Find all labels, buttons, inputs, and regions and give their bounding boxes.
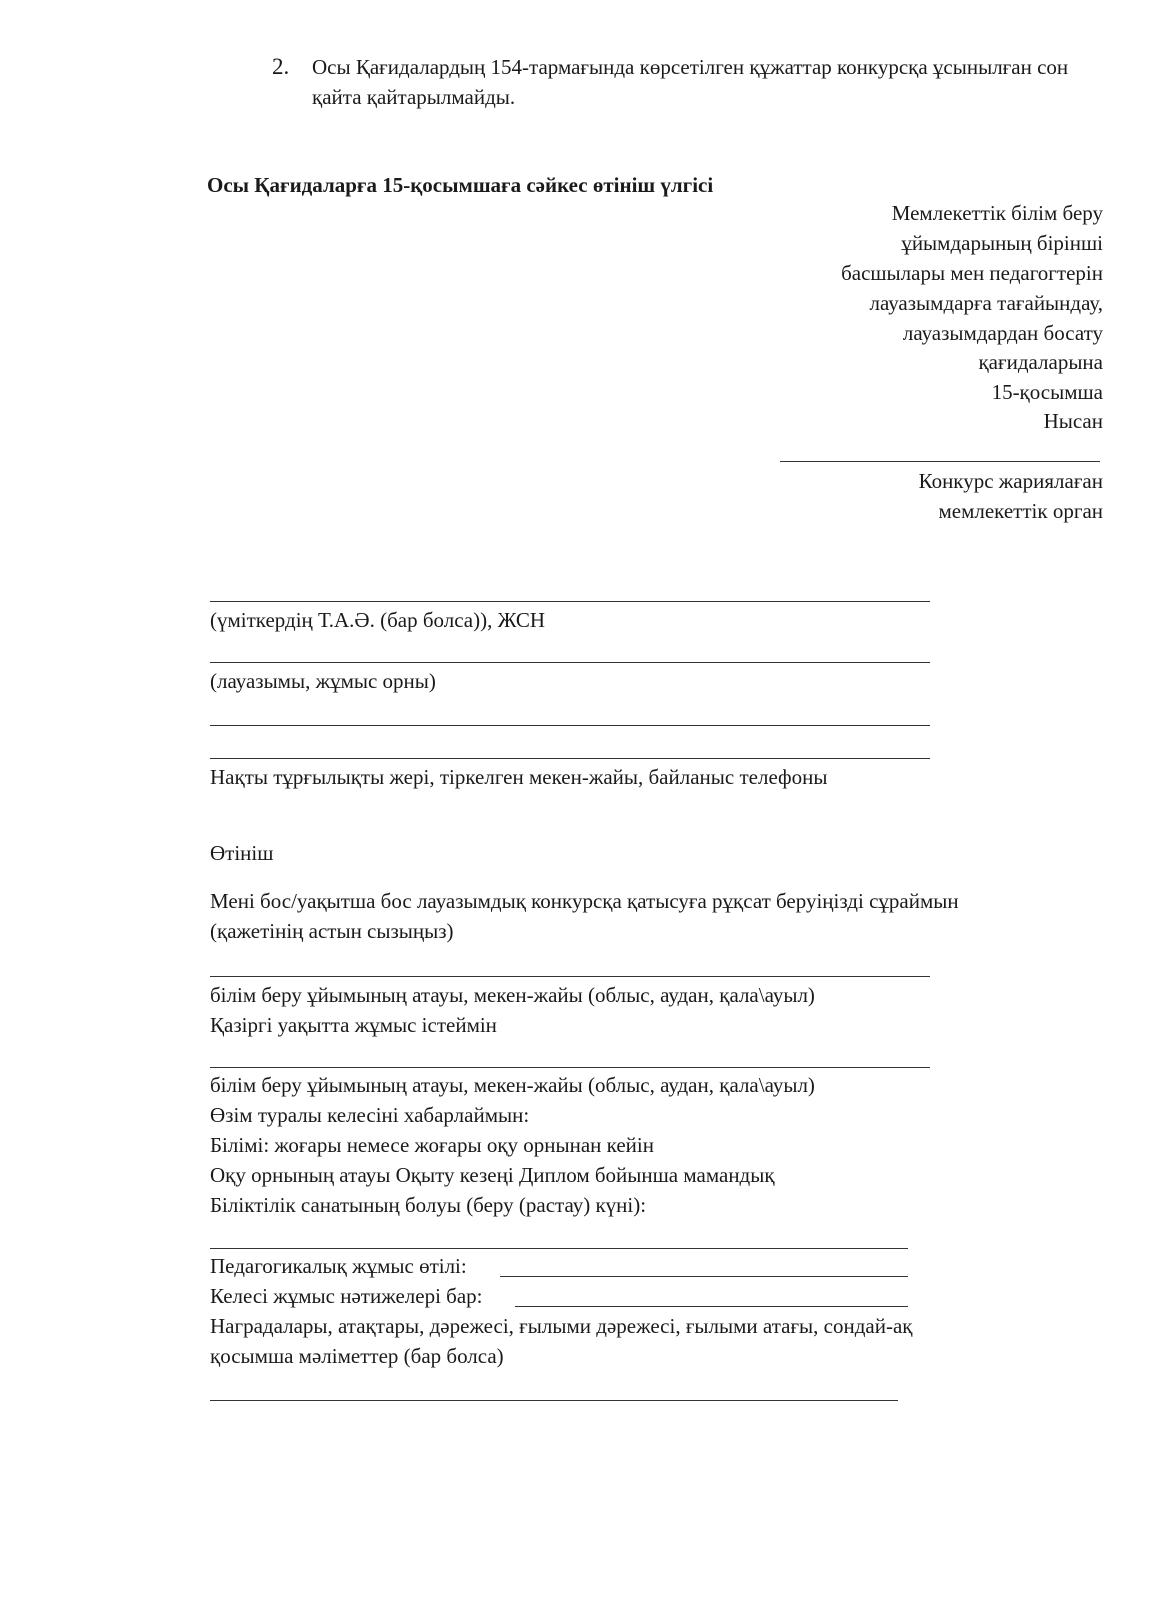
application-title: Өтініш bbox=[210, 841, 274, 865]
awards-line[interactable] bbox=[210, 1400, 898, 1401]
qualification-line[interactable] bbox=[210, 1248, 908, 1249]
item-text: Осы Қағидалардың 154-тармағында көрсетілген құжаттар конкурсқа ұсынылған сон қайта қайтарылмайды. bbox=[312, 55, 1069, 109]
annex-line-1: Мемлекеттік білім беру bbox=[891, 201, 1103, 225]
recipient-line-2: мемлекеттік орган bbox=[938, 499, 1103, 523]
position-label: (лауазымы, жұмыс орны) bbox=[210, 669, 436, 693]
annex-line-6: қағидаларына bbox=[978, 350, 1103, 374]
currently-working: Қазіргі уақытта жұмыс істеймін bbox=[210, 1013, 497, 1037]
address-label: Нақты тұрғылықты жері, тіркелген мекен-жайы, байланыс телефоны bbox=[210, 765, 828, 789]
org-line-1[interactable] bbox=[210, 976, 930, 977]
request-line-1: Мені бос/уақытша бос лауазымдық конкурсқа қатысуға рұқсат беруіңізді сұраймын bbox=[210, 889, 959, 913]
institution: Оқу орнының атауы Оқыту кезеңі Диплом бойынша мамандық bbox=[210, 1163, 775, 1187]
org-label-2: білім беру ұйымының атауы, мекен-жайы (облыс, аудан, қала\ауыл) bbox=[210, 1073, 815, 1097]
annex-line-2: ұйымдарының бірінші bbox=[901, 231, 1103, 255]
annex-line-7: 15-қосымша bbox=[991, 380, 1103, 404]
awards-line-1: Наградалары, атақтары, дәрежесі, ғылыми дәрежесі, ғылыми атағы, сондай-ақ bbox=[210, 1314, 913, 1338]
teaching-experience-label: Педагогикалық жұмыс өтілі: bbox=[210, 1254, 467, 1278]
org-label-1: білім беру ұйымының атауы, мекен-жайы (облыс, аудан, қала\ауыл) bbox=[210, 983, 815, 1007]
qualification: Біліктілік санатының болуы (беру (растау) күні): bbox=[210, 1193, 647, 1217]
recipient-blank-line[interactable] bbox=[780, 461, 1100, 462]
recipient-line-1: Конкурс жариялаған bbox=[918, 469, 1103, 493]
sample-heading: Осы Қағидаларға 15-қосымшаға сәйкес өтініш үлгісі bbox=[207, 173, 714, 197]
request-line-2: (қажетінің астын сызыңыз) bbox=[210, 919, 454, 943]
annex-line-3: басшылары мен педагогтерін bbox=[841, 261, 1103, 285]
candidate-name-line[interactable] bbox=[210, 601, 930, 602]
about-self: Өзім туралы келесіні хабарлаймын: bbox=[210, 1103, 530, 1127]
results-label: Келесі жұмыс нәтижелері бар: bbox=[210, 1284, 483, 1308]
annex-line-5: лауазымдардан босату bbox=[902, 321, 1103, 345]
item-number: 2. bbox=[272, 54, 290, 79]
address-line-2[interactable] bbox=[210, 758, 930, 759]
form-label: Нысан bbox=[1043, 409, 1103, 433]
results-line[interactable] bbox=[515, 1306, 908, 1307]
teaching-experience-line[interactable] bbox=[500, 1276, 908, 1277]
address-line-1[interactable] bbox=[210, 725, 930, 726]
awards-line-2: қосымша мәліметтер (бар болса) bbox=[210, 1344, 504, 1368]
candidate-name-label: (үміткердің Т.А.Ә. (бар болса)), ЖСН bbox=[210, 608, 546, 632]
position-line[interactable] bbox=[210, 662, 930, 663]
annex-line-4: лауазымдарға тағайындау, bbox=[869, 291, 1103, 315]
education: Білімі: жоғары немесе жоғары оқу орнынан кейін bbox=[210, 1133, 654, 1157]
org-line-2[interactable] bbox=[210, 1067, 930, 1068]
